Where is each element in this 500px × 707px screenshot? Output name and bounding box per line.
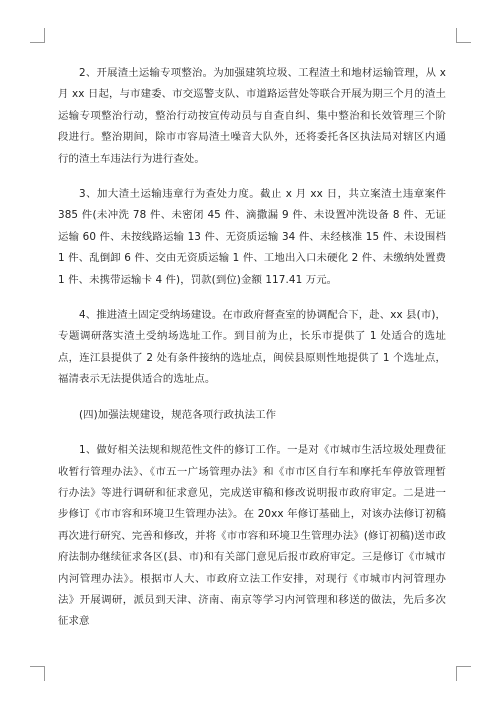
paragraph-violation-enforcement: 3、加大渣土运输违章行为查处力度。截止 x 月 xx 日，共立案渣土违章案件 385 件(未冲洗 78 件、未密闭 45 件、滴撒漏 9 件、未设置冲洗设备 8 件、无证运输 60 件、未按线路运输 13 件、无资质运输 34 件、未经核准 15 件、未设围档 1 件、乱倒卸 6 件、交由无资质运输 1 件、工地出入口未硬化 2 件、未缴纳处置费 1 件、未携带运输卡 4 件)，罚款(到位)金额 117.41 万元。 <box>58 188 446 286</box>
crop-mark-top-left <box>30 28 45 43</box>
document-body <box>58 63 446 647</box>
crop-mark-bottom-right <box>456 666 471 681</box>
section-heading-regulations: (四)加强法规建设，规范各项行政执法工作 <box>79 408 277 421</box>
paragraph-regulation-revision: 1、做好相关法规和规范性文件的修订工作。一是对《市城市生活垃圾处理费征收暂行管理办法》、《市五一广场管理办法》和《市市区自行车和摩托车停放管理暂行办法》等进行调研和征求意见，完成送审稿和修改说明报市政府审定。二是进一步修订《市市容和环境卫生管理办法》。在 20xx 年修订基础上，对该办法修订初稿再次进行研究、完善和修改，并将《市市容和环境卫生管理办法》(修订初稿)送市政府法制办继续征求各区(县、市)和有关部门意见后报市政府审定。三是修订《市城市内河管理办法》。根据市人大、市政府立法工作安排，对现行《市城市内河管理办法》开展调研，派员到天津、济南、南京等学习内河管理和移送的做法，先后多次征求意 <box>58 444 446 628</box>
crop-mark-top-right <box>456 28 471 43</box>
paragraph-transport-rectification: 2、开展渣土运输专项整治。为加强建筑垃圾、工程渣土和地材运输管理，从 x 月 xx 日起，与市建委、市交巡警支队、市道路运营处等联合开展为期三个月的渣土运输专项整治行动，整治行动按宣传动员与自查自纠、集中整治和长效管理三个阶段进行。整治期间，除市市容局渣土噪音大队外，还将委托各区执法局对辖区内通行的渣土车违法行为进行查处。 <box>58 67 446 165</box>
paragraph-landfill-construction: 4、推进渣土固定受纳场建设。在市政府督查室的协调配合下，赴、xx 县(市)，专题调研落实渣土受纳场选址工作。到目前为止，长乐市提供了 1 处适合的选址点，连江县提供了 2 处有条件接纳的选址点，闽侯县原则性地提供了 1 个选址点，福清表示无法提供适合的选址点。 <box>58 309 446 386</box>
crop-mark-bottom-left <box>30 666 45 681</box>
